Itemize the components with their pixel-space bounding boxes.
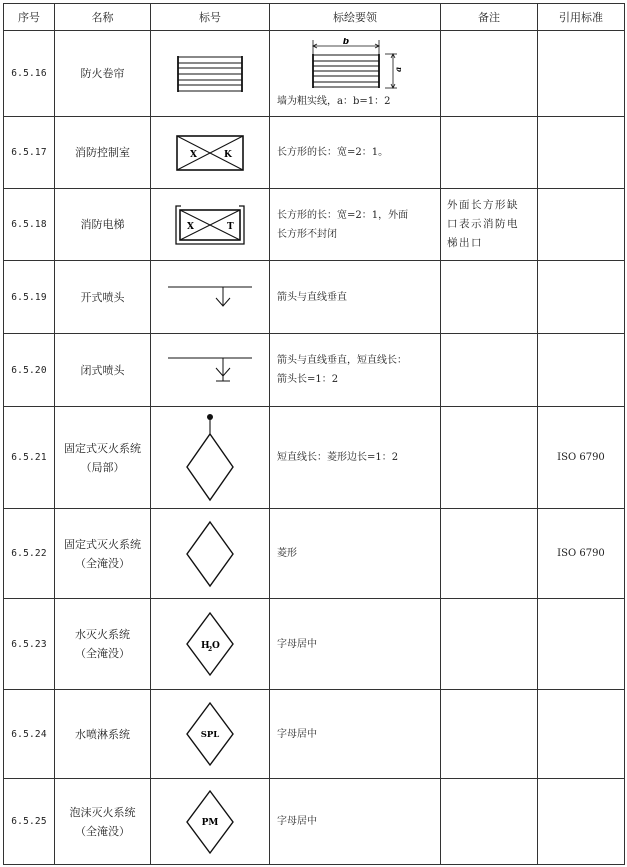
label-t: T — [227, 221, 234, 232]
standard-cell — [538, 779, 625, 865]
symbol-cell — [151, 407, 270, 509]
rule-line: 箭头与直线垂直 — [277, 291, 347, 303]
rule-line: 菱形 — [277, 548, 297, 559]
header-rules: 标绘要领 — [270, 4, 441, 31]
name-line: 水灭火系统 — [75, 628, 130, 641]
header-symbol: 标号 — [151, 4, 270, 31]
table-row — [4, 599, 625, 690]
row-name — [55, 334, 151, 407]
row-name — [55, 407, 151, 509]
rule-cell — [270, 261, 441, 334]
rule-line: 箭头长=1：2 — [277, 374, 339, 385]
row-number: 6.5.17 — [4, 117, 55, 189]
symbol-cell — [151, 599, 270, 690]
header-name: 名称 — [55, 4, 151, 31]
standard-cell — [538, 599, 625, 690]
note-cell — [441, 407, 538, 509]
note-cell — [441, 599, 538, 690]
symbol-cell — [151, 261, 270, 334]
note-line: 口表示消防电 — [447, 218, 519, 230]
rule-cell — [270, 407, 441, 509]
name-line: 固定式灭火系统 — [64, 441, 141, 455]
water-system-icon — [184, 611, 236, 677]
label-subscript: 2 — [208, 646, 213, 653]
shutter-icon — [175, 54, 245, 94]
symbol-cell — [151, 117, 270, 189]
rule-cell — [270, 779, 441, 865]
dimension-label-a: a — [393, 66, 403, 72]
label-k: K — [224, 149, 232, 160]
note-cell — [441, 31, 538, 117]
symbol-cell — [151, 779, 270, 865]
shutter-dimension-diagram — [299, 38, 409, 94]
symbol-cell — [151, 189, 270, 261]
name-line: 消防控制室 — [75, 146, 130, 159]
row-name — [55, 261, 151, 334]
note-line: 梯出口 — [447, 237, 483, 249]
table-row — [4, 509, 625, 599]
rule-cell — [270, 690, 441, 779]
row-number: 6.5.20 — [4, 334, 55, 407]
table-row — [4, 189, 625, 261]
header-notes: 备注 — [441, 4, 538, 31]
standard-cell — [538, 261, 625, 334]
row-name — [55, 690, 151, 779]
symbol-table — [3, 3, 625, 865]
row-name — [55, 599, 151, 690]
standard-cell: ISO 6790 — [538, 509, 625, 599]
table-row — [4, 779, 625, 865]
symbol-cell — [151, 690, 270, 779]
name-line: （全淹没） — [75, 556, 130, 570]
row-name — [55, 31, 151, 117]
note-cell — [441, 334, 538, 407]
total-flooding-icon — [184, 520, 236, 588]
rule-line: 长方形不封闭 — [277, 228, 337, 240]
row-name — [55, 779, 151, 865]
note-cell — [441, 261, 538, 334]
row-name — [55, 509, 151, 599]
name-line: 泡沫灭火系统 — [69, 805, 136, 819]
standard-cell: ISO 6790 — [538, 407, 625, 509]
rule-line: 箭头与直线垂直，短直线长： — [277, 355, 407, 366]
closed-sprinkler-icon — [167, 356, 253, 384]
foam-system-icon — [184, 789, 236, 855]
standard-cell — [538, 334, 625, 407]
rule-line: 墙为粗实线，a：b=1：2 — [277, 96, 391, 107]
rule-line: 长方形的长：宽=2：1。 — [277, 147, 389, 158]
rule-cell — [270, 117, 441, 189]
row-number: 6.5.21 — [4, 407, 55, 509]
table-row — [4, 407, 625, 509]
row-number: 6.5.16 — [4, 31, 55, 117]
label-o: O — [212, 641, 220, 651]
row-number: 6.5.25 — [4, 779, 55, 865]
label-x: X — [187, 221, 194, 232]
name-line: （全淹没） — [75, 647, 130, 660]
name-line: 消防电梯 — [80, 218, 125, 231]
note-line: 外面长方形缺 — [447, 199, 519, 211]
rule-cell — [270, 31, 441, 117]
rule-cell — [270, 334, 441, 407]
rule-line: 字母居中 — [277, 816, 317, 827]
label-pm: PM — [201, 817, 219, 828]
row-number: 6.5.18 — [4, 189, 55, 261]
rule-cell — [270, 509, 441, 599]
note-cell — [441, 690, 538, 779]
table-row — [4, 31, 625, 117]
row-name — [55, 189, 151, 261]
note-cell — [441, 189, 538, 261]
name-line: （全淹没） — [75, 824, 130, 838]
name-line: 固定式灭火系统 — [64, 537, 141, 551]
rule-line: 字母居中 — [277, 728, 317, 740]
header-no: 序号 — [4, 4, 55, 31]
standard-cell — [538, 189, 625, 261]
symbol-table-sheet — [3, 3, 625, 865]
spray-system-icon — [184, 701, 236, 767]
dimension-label-b: b — [342, 38, 350, 47]
symbol-cell — [151, 31, 270, 117]
open-sprinkler-icon — [167, 285, 253, 309]
label-x: X — [190, 149, 197, 160]
symbol-cell — [151, 509, 270, 599]
name-line: 水喷淋系统 — [75, 727, 130, 741]
rule-line: 字母居中 — [277, 638, 317, 650]
row-name — [55, 117, 151, 189]
name-line: 开式喷头 — [80, 290, 125, 304]
standard-cell — [538, 31, 625, 117]
name-line: 闭式喷头 — [80, 363, 125, 377]
note-cell — [441, 509, 538, 599]
symbol-cell — [151, 334, 270, 407]
local-extinguishing-icon — [184, 413, 236, 503]
control-room-icon — [176, 135, 244, 171]
row-number: 6.5.24 — [4, 690, 55, 779]
fire-elevator-icon — [175, 205, 245, 245]
rule-cell — [270, 599, 441, 690]
rule-line: 短直线长：菱形边长=1：2 — [277, 452, 399, 463]
name-line: 防火卷帘 — [80, 67, 125, 80]
name-line: （局部） — [80, 460, 125, 474]
standard-cell — [538, 690, 625, 779]
table-row — [4, 334, 625, 407]
table-row — [4, 117, 625, 189]
header-standard: 引用标准 — [538, 4, 625, 31]
row-number: 6.5.23 — [4, 599, 55, 690]
table-header-row — [4, 4, 625, 31]
row-number: 6.5.22 — [4, 509, 55, 599]
note-cell — [441, 779, 538, 865]
row-number: 6.5.19 — [4, 261, 55, 334]
standard-cell — [538, 117, 625, 189]
label-spl: SPL — [200, 730, 220, 740]
label-h: H — [201, 641, 210, 651]
rule-line: 长方形的长：宽=2：1，外面 — [277, 209, 409, 221]
table-row — [4, 261, 625, 334]
table-row — [4, 690, 625, 779]
rule-cell — [270, 189, 441, 261]
note-cell — [441, 117, 538, 189]
